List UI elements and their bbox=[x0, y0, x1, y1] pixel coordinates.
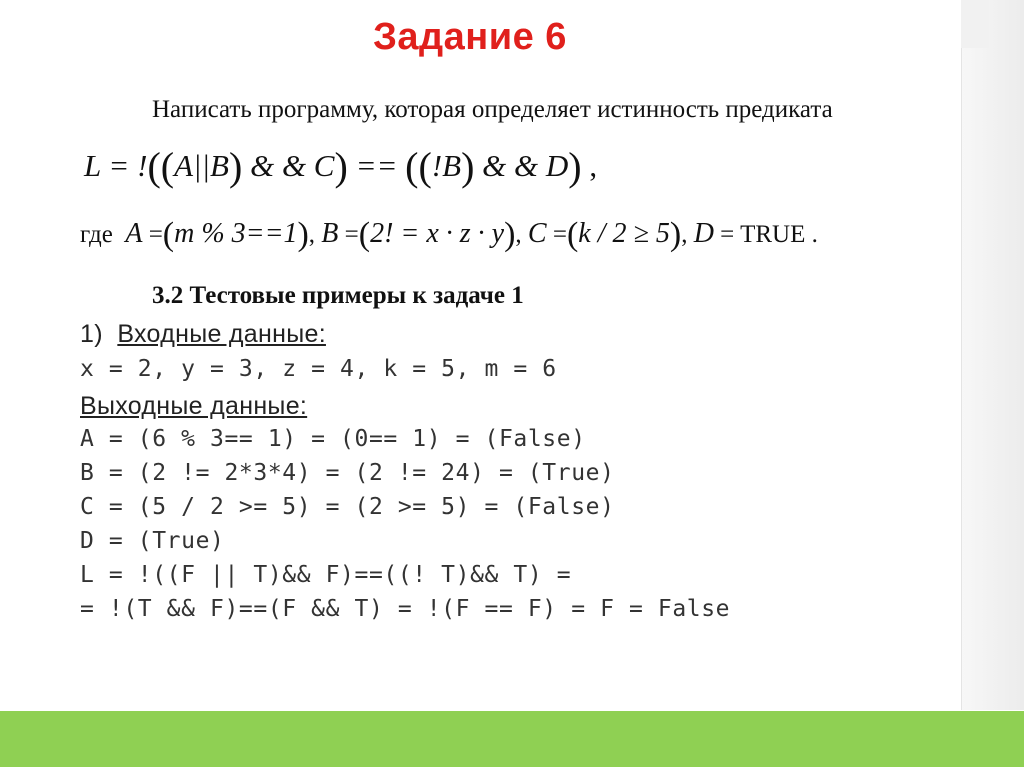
formula-lhs: L = ! bbox=[84, 148, 148, 183]
input-header-label: Входные данные: bbox=[117, 320, 326, 348]
expr-b: 2! = x · z · y bbox=[370, 218, 505, 249]
var-a: A bbox=[125, 218, 143, 249]
section-title: 3.2 Тестовые примеры к задаче 1 bbox=[152, 282, 524, 309]
expr-c: k / 2 ≥ 5 bbox=[578, 218, 670, 249]
where-word: где bbox=[80, 221, 113, 248]
bottom-accent-bar bbox=[0, 711, 1024, 767]
input-header-num: 1) bbox=[80, 320, 103, 348]
formula-paren: ) bbox=[229, 144, 243, 189]
output-line-result: = !(T && F)==(F && T) = !(F == F) = F = False bbox=[80, 596, 731, 622]
expr-a: m % 3==1 bbox=[174, 218, 298, 249]
predicate-formula bbox=[84, 144, 598, 189]
formula-inner2: !B bbox=[431, 148, 462, 183]
formula-paren: ) bbox=[568, 144, 582, 189]
formula-inner1: A||B bbox=[174, 148, 229, 183]
formula-paren: (( bbox=[405, 144, 432, 189]
output-line-l: L = !((F || T)&& F)==((! T)&& T) = bbox=[80, 562, 572, 588]
value-d: TRUE . bbox=[740, 221, 818, 248]
formula-comma: , bbox=[581, 148, 598, 183]
where-definitions: где A =(m % 3==1), B =(2! = x · z · y), C =(k / 2 ≥ 5), D = TRUE . bbox=[80, 216, 818, 253]
formula-paren: (( bbox=[147, 144, 175, 189]
page-curl-decoration bbox=[961, 0, 1024, 710]
var-c: C bbox=[527, 218, 547, 249]
output-line-b: B = (2 != 2*3*4) = (2 != 24) = (True) bbox=[80, 460, 615, 486]
formula-and2: & & D bbox=[474, 148, 569, 183]
output-header: Выходные данные: bbox=[80, 392, 308, 420]
var-b: B bbox=[321, 218, 339, 249]
formula-paren: ) bbox=[334, 144, 348, 189]
formula-and1: & & C bbox=[242, 148, 335, 183]
formula-eq: == bbox=[347, 148, 406, 183]
output-line-d: D = (True) bbox=[80, 528, 225, 554]
slide-title: Задание 6 bbox=[373, 16, 567, 58]
input-header bbox=[80, 320, 326, 349]
task-text: Написать программу, которая определяет истинность предиката bbox=[152, 96, 833, 123]
formula-paren: ) bbox=[461, 144, 475, 189]
output-line-c: C = (5 / 2 >= 5) = (2 >= 5) = (False) bbox=[80, 494, 615, 520]
input-values: x = 2, y = 3, z = 4, k = 5, m = 6 bbox=[80, 356, 557, 382]
output-line-a: A = (6 % 3== 1) = (0== 1) = (False) bbox=[80, 426, 586, 452]
var-d: D bbox=[693, 218, 714, 249]
